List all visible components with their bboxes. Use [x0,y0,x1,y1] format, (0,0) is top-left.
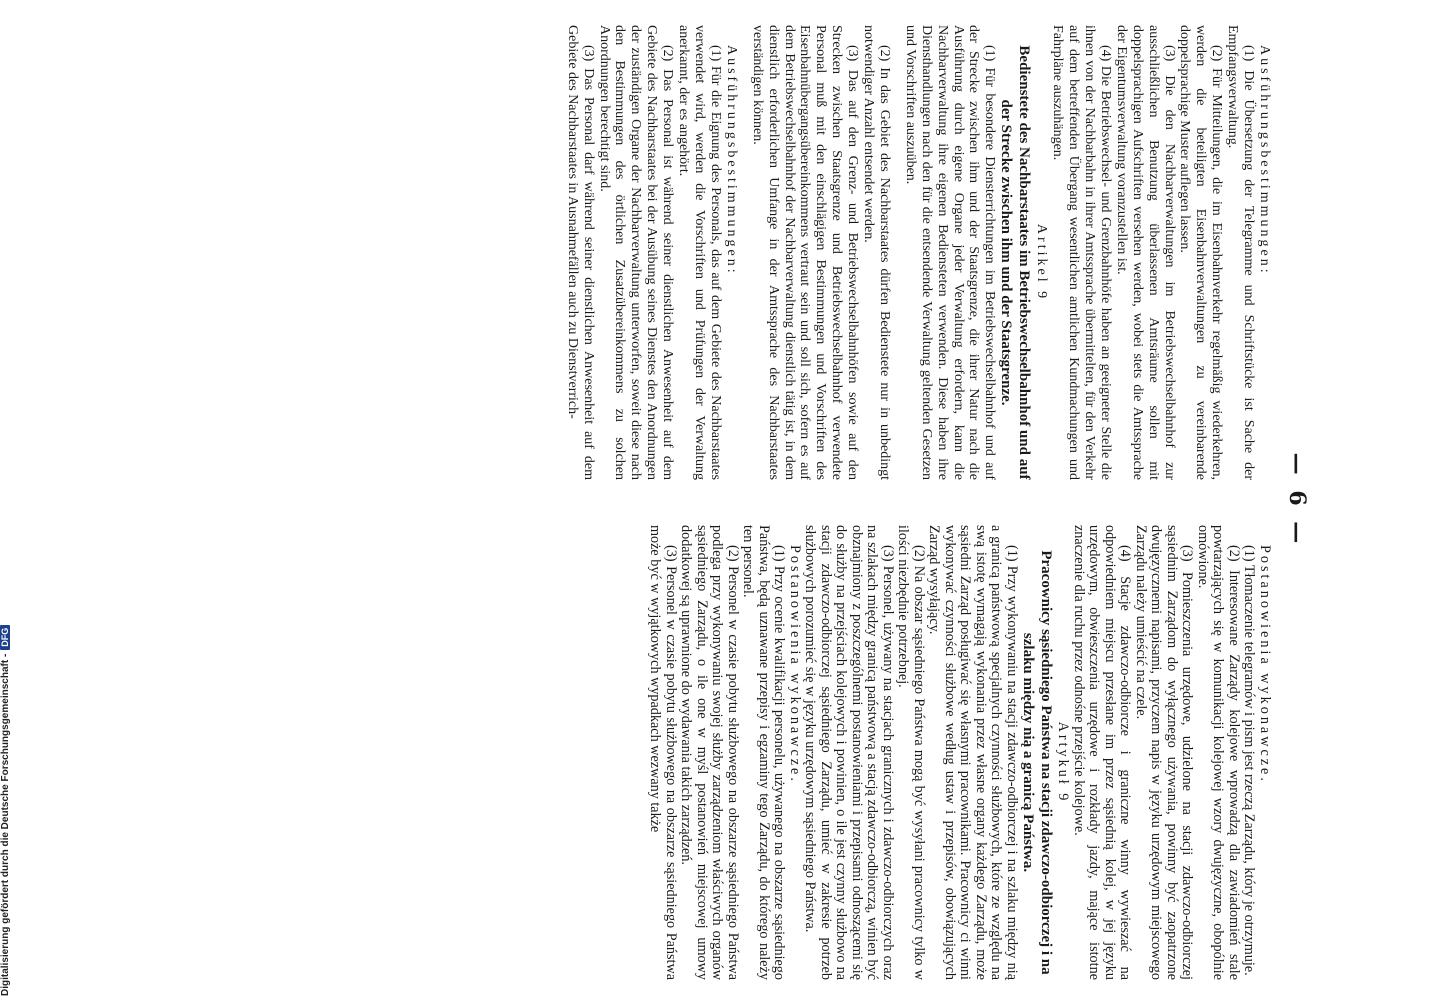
german-article-title: Artikel 9 [1034,223,1050,302]
german-exec2-para-3: (3) Das Personal darf während seiner dienstlichen Anwesenheit auf dem Gebiete des Nachbarstaates in Ausnahmefällen auch zu Dienstverrich- [564,25,596,480]
german-exec-heading-1: Ausführungsbestimmungen: [1257,45,1272,276]
polish-article-para-3: (3) Personel, używany na stacjach granicznych i zdawczo-odbiorczych oraz na szlakach między granicą państwową a stacją zdawczo-odbiorczą, winien być obznajmiony z poszczególnemi postanowieniami i przepisami odnoszącemi się do służby na przejściach kolejowych i powinien, o ile jest czynny służbowo na stacji zdawczo-odbiorczej sąsiedniego Zarządu, umieć w zakresie potrzeb służbowych porozumieć się w języku urzędowym sąsiedniego Państwa. [802,525,896,980]
polish-exec1-para-3: (3) Pomieszczenia urzędowe, udzielone na stacji zdawczo-odbiorczej sąsiednim Zarządom do wyłącznego używania, powinny być zaopatrzone dwujęzycznemi napisami, przyczem napis w języku urzędowym miejscowego Zarządu należy umieścić na czele. [1133,525,1196,980]
polish-exec1-para-1: (1) Tłomaczenie telegramów i pism jest rzeczą Zarządu, który je otrzymuje. [1241,545,1258,976]
digitization-footer [0,0,16,1000]
german-exec-heading-2: Ausführungsbestimmungen: [723,45,739,276]
polish-article-para-1: (1) Przy wykonywaniu na stacji zdawczo-odbiorczej i na szlaku między nią a granicą państwową specjalnych czynności służbowych, które ze względu na swą istotę wymagają wykonania przez własne organy każdego Zarządu, może sąsiedni Zarząd posługiwać się własnymi pracownikami. Pracownicy ci winni wykonywać czynności służbowe według ustaw i przepisów, obowiązujących Zarząd wysyłający. [926,525,1020,980]
german-exec1-para-2: (2) Für Mitteilungen, die im Eisenbahnverkehr regelmäßig wiederkehren, werden die beteiligten Eisenbahnverwaltungen zu vereinbarende doppelsprachige Muster auflegen lassen. [1177,25,1225,480]
polish-exec-heading-1: Postanowienia wykonawcze. [1257,545,1273,784]
german-article-subtitle: Bedienstete des Nachbarstaates im Betriebswechselbahnhof und auf der Strecke zwischen ihm und der Staatsgrenze. [998,45,1033,480]
page-number: — 6 — [1284,452,1310,548]
polish-article-para-2: (2) Na obszar sąsiedniego Państwa mogą być wysyłani pracownicy tylko w ilości niezbędnie potrzebnej. [895,525,927,980]
german-article-para-2: (2) In das Gebiet des Nachbarstaates dürfen Bedienstete nur in unbedingt notwendiger Anzahl entsendet werden. [861,25,892,480]
footer-credit-text: Digitalisierung gefördert durch die Deutsche Forschungsgemeinschaft - [0,653,11,996]
german-article-para-3: (3) Das auf den Grenz- und Betriebswechselbahnhöfen sowie auf den Strecken zwischen Staatsgrenze und Betriebswechselbahnhof verwendete Personal muß mit den einschlägigen Bestimmungen und Vorschriften des Eisenbahnübergangsübereinkommens vertraut sein und soll sich, sofern es auf dem Betriebswechselbahnhof der Nachbarverwaltung dienstlich tätig ist, in dem dienstlich erforderlichen Umfange in der Amtssprache des Nachbarstaates verständigen können. [749,25,861,480]
polish-exec1-para-4: (4) Stacje zdawczo-odbiorcze i graniczne winny wywieszać na odpowiedniem miejscu przesłane im przez sąsiednią kolej, w jej języku urzędowym, obwieszczenia urzędowe i rozkłady jazdy, mające istotne znaczenie dla ruchu przez odnośne przejście kolejowe. [1071,525,1134,980]
dfg-logo-icon: DFG [0,625,10,650]
german-column [564,25,1272,480]
document-page [154,0,1314,1000]
polish-article-subtitle: Pracownicy sąsiedniego Państwa na stacji zdawczo-odbiorczej i na szlaku między nią a granicą Państwa. [1020,550,1054,975]
polish-exec1-para-2: (2) Interesowane Zarządy kolejowe wprowadzą dla zawiadomień stale powtarzających się w komunikacji kolejowej wzory dwujęzyczne, obopólnie omówione. [1195,525,1242,980]
german-article-para-1: (1) Für besondere Diensterrichtungen im Betriebswechselbahnhof und auf der Strecke zwischen ihm und der Staatsgrenze, die ihrer Natur nach die Ausführung durch eigene Organe jeder Verwaltung erfordern, kann die Nachbarverwaltung ihre eigenen Bediensteten verwenden. Diese haben ihre Diensthandlungen nach den für die entsendende Verwaltung geltenden Gesetzen und Vorschriften auszuüben. [902,25,998,480]
polish-column [647,525,1272,980]
german-exec2-para-1: (1) Für die Eignung des Personals, das auf dem Gebiete des Nachbarstaates verwendet wird, werden die Vorschriften und Prüfungen der Verwaltung anerkannt, der es angehört. [676,25,723,480]
german-exec2-para-2: (2) Das Personal ist während seiner dienstlichen Anwesenheit auf dem Gebiete des Nachbarstaates bei der Ausübung seines Dienstes den Anordnungen der zuständigen Organe der Nachbarverwaltung unterworfen, soweit diese nach den Bestimmungen des örtlichen Zusatzübereinkommens zu solchen Anordnungen berechtigt sind. [596,25,676,480]
german-exec1-para-3: (3) Die den Nachbarverwaltungen im Betriebswechselbahnhof zur ausschließlichen Benutzung überlassenen Amtsräume sollen mit doppelsprachigen Aufschriften versehen werden, wobei stets die Amtssprache der Eigentumsverwaltung voranzustellen ist. [1113,25,1177,480]
polish-exec-heading-2: Postanowienia wykonawcze. [787,545,803,784]
polish-exec2-para-1: (1) Przy ocenie kwalifikacji personelu, używanego na obszarze sąsiedniego Państwa, będą uznawane przepisy i egzaminy tego Zarządu, do którego należy ten personel. [740,525,788,980]
german-exec1-para-1: (1) Die Übersetzung der Telegramme und Schriftstücke ist Sache der Empfangsverwaltung. [1225,25,1257,480]
polish-article-title: Artykuł 9 [1055,721,1072,804]
german-exec1-para-4: (4) Die Betriebswechsel- und Grenzbahnhöfe haben an geeigneter Stelle die ihnen von der Nachbarbahn in ihrer Amtssprache übermittelten, für den Verkehr auf dem betreffenden Übergang wesentlichen amtlichen Kundmachungen und Fahrpläne auszuhängen. [1050,25,1113,480]
polish-exec2-para-3: (3) Personel w czasie pobytu służbowego na obszarze sąsiedniego Państwa może być w wyjątkowych wypadkach wezwany także [647,525,679,980]
polish-exec2-para-2: (2) Personel w czasie pobytu służbowego na obszarze sąsiedniego Państwa podlega przy wykonywaniu swojej służby zarządzeniom właściwych organów sąsiedniego Zarządu, o ile one w myśl postanowień miejscowej umowy dodatkowej są uprawnione do wydawania takich zarządzeń. [678,525,741,980]
